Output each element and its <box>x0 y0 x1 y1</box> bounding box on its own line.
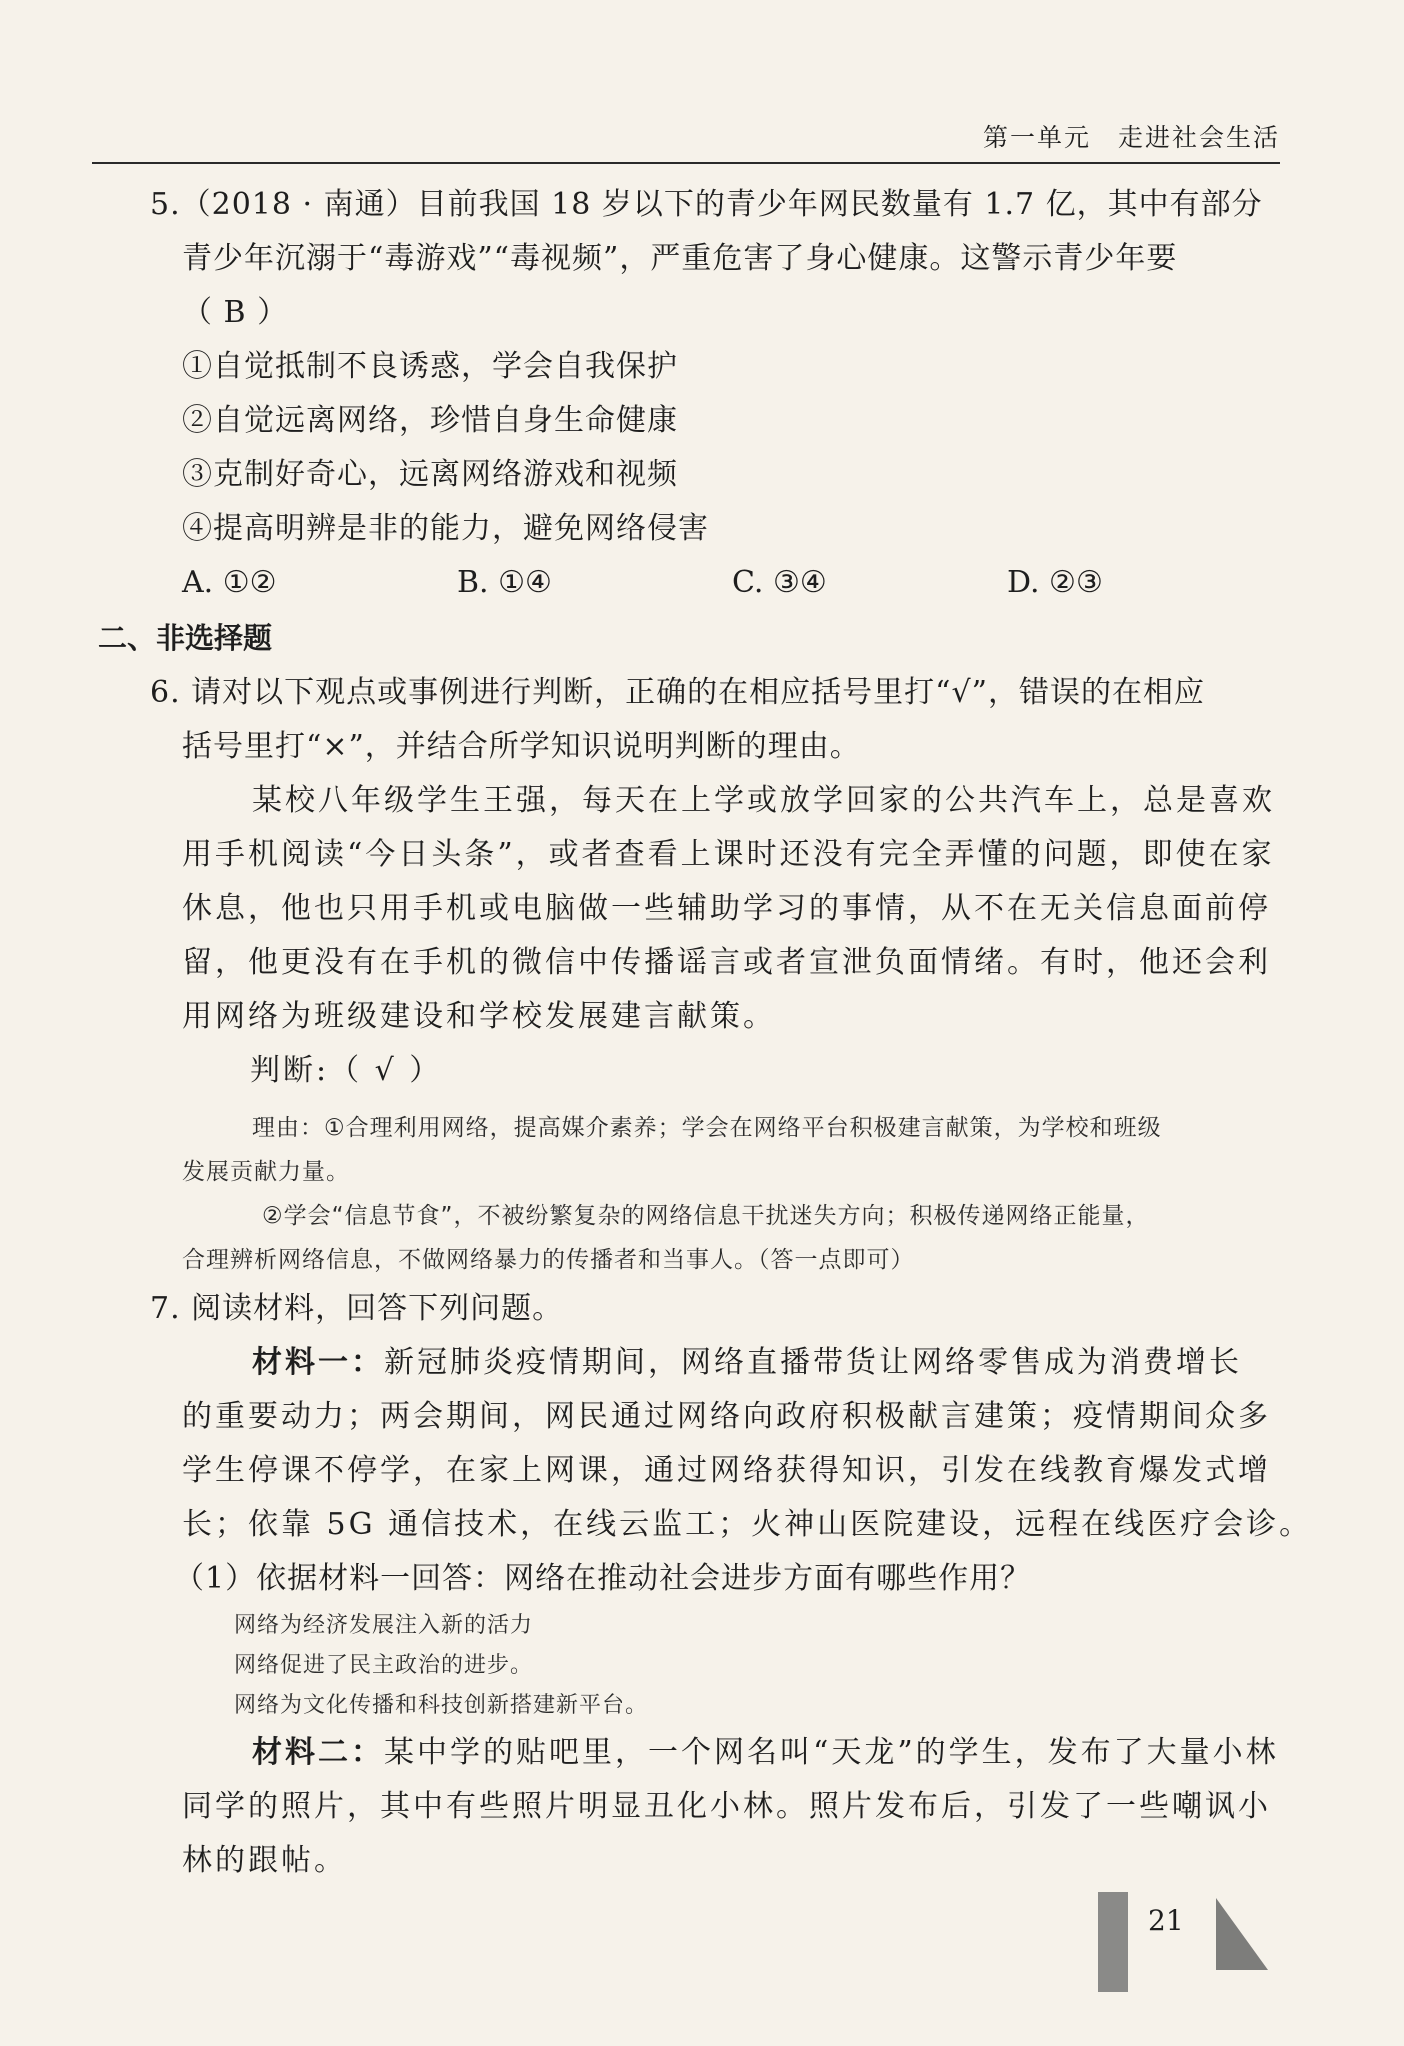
q6-passage-line: 用网络为班级建设和学校发展建言献策。 <box>182 999 776 1034</box>
q6-reason-line: ②学会“信息节食”，不被纷繁复杂的网络信息干扰迷失方向；积极传递网络正能量， <box>262 1203 1150 1229</box>
page-header <box>92 112 1280 164</box>
q5-item-2: ②自觉远离网络，珍惜自身生命健康 <box>182 403 678 438</box>
q7-material1-line: 学生停课不停学，在家上网课，通过网络获得知识，引发在线教育爆发式增 <box>182 1453 1271 1488</box>
q7-question1: （1）依据材料一回答：网络在推动社会进步方面有哪些作用？ <box>174 1561 1032 1596</box>
page-content <box>92 178 1313 1888</box>
q7-answer1-line: 网络为文化传播和科技创新搭建新平台。 <box>234 1693 649 1718</box>
material2-label: 材料二： <box>252 1735 384 1770</box>
page-corner-triangle <box>1216 1898 1268 1970</box>
material2-text: 某中学的贴吧里，一个网名叫“天龙”的学生，发布了大量小林 <box>384 1735 1279 1770</box>
q6-line1: 6. 请对以下观点或事例进行判断，正确的在相应括号里打“√”，错误的在相应 <box>150 675 1205 710</box>
q5-line2: 青少年沉溺于“毒游戏”“毒视频”，严重危害了身心健康。这警示青少年要 <box>182 241 1178 276</box>
q5-line1: 5.（2018 · 南通）目前我国 18 岁以下的青少年网民数量有 1.7 亿，其中有部分 <box>150 187 1263 222</box>
material1-text: 新冠肺炎疫情期间，网络直播带货让网络零售成为消费增长 <box>384 1345 1242 1380</box>
q6-reason-line: 理由：①合理利用网络，提高媒介素养；学会在网络平台积极建言献策，为学校和班级 <box>252 1115 1162 1141</box>
q6-passage-line: 用手机阅读“今日头条”，或者查看上课时还没有完全弄懂的问题，即使在家 <box>182 837 1275 872</box>
q7-title: 7. 阅读材料，回答下列问题。 <box>150 1291 564 1326</box>
material1-label: 材料一： <box>252 1345 384 1380</box>
q6-judgment: 判断:（ √ ） <box>250 1053 443 1088</box>
q7-material2-first-line <box>92 1726 1282 1780</box>
q6-reason-line: 发展贡献力量。 <box>182 1159 350 1185</box>
q5-item-3: ③克制好奇心，远离网络游戏和视频 <box>182 457 678 492</box>
q6-reason-line: 合理辨析网络信息，不做网络暴力的传播者和当事人。（答一点即可） <box>182 1247 915 1273</box>
q5-option-a: A. ①② <box>182 565 277 600</box>
q5-option-d: D. ②③ <box>1007 565 1103 600</box>
q5-option-c: C. ③④ <box>732 565 827 600</box>
unit-title: 第一单元 走进社会生活 <box>982 123 1280 152</box>
q7-material1-first-line <box>92 1336 1282 1390</box>
q5-option-b: B. ①④ <box>457 565 552 600</box>
q7-material2-line: 林的跟帖。 <box>182 1843 347 1878</box>
q7-answer1-line: 网络为经济发展注入新的活力 <box>234 1613 534 1638</box>
q5-item-4: ④提高明辨是非的能力，避免网络侵害 <box>182 511 709 546</box>
q5-item-1: ①自觉抵制不良诱惑，学会自我保护 <box>182 349 678 384</box>
q5-answer: （ B ） <box>182 295 289 330</box>
q7-material1-line: 的重要动力；两会期间，网民通过网络向政府积极献言建策；疫情期间众多 <box>182 1399 1271 1434</box>
q6-passage-line: 某校八年级学生王强，每天在上学或放学回家的公共汽车上，总是喜欢 <box>252 783 1275 818</box>
page-marker-bar <box>1098 1892 1128 1992</box>
section-title: 二、非选择题 <box>98 621 273 655</box>
page-number: 21 <box>1148 1904 1184 1937</box>
q6-passage-line: 留，他更没有在手机的微信中传播谣言或者宣泄负面情绪。有时，他还会利 <box>182 945 1271 980</box>
q7-material1-line: 长；依靠 5G 通信技术，在线云监工；火神山医院建设，远程在线医疗会诊。 <box>182 1507 1313 1542</box>
q5-options <box>92 556 1282 610</box>
q7-answer1-line: 网络促进了民主政治的进步。 <box>234 1653 534 1678</box>
q7-material2-line: 同学的照片，其中有些照片明显丑化小林。照片发布后，引发了一些嘲讽小 <box>182 1789 1271 1824</box>
q6-passage-line: 休息，他也只用手机或电脑做一些辅助学习的事情，从不在无关信息面前停 <box>182 891 1271 926</box>
q6-line2: 括号里打“×”，并结合所学知识说明判断的理由。 <box>182 729 861 764</box>
